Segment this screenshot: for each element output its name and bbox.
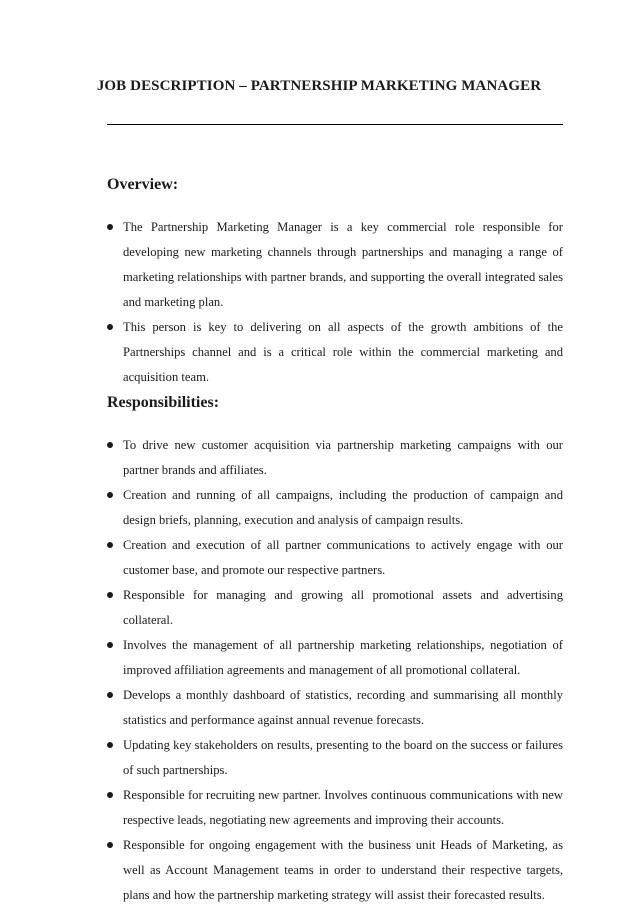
overview-heading: Overview: bbox=[107, 176, 179, 193]
list-item-text: Creation and execution of all partner communications to actively engage with our customer base, and promote our respective partners. bbox=[123, 538, 563, 577]
list-item bbox=[107, 733, 563, 783]
list-item bbox=[107, 483, 563, 533]
responsibilities-list bbox=[107, 433, 563, 908]
bullet-icon bbox=[107, 842, 113, 848]
bullet-icon bbox=[107, 224, 113, 230]
list-item bbox=[107, 315, 563, 390]
responsibilities-heading: Responsibilities: bbox=[107, 394, 220, 411]
bullet-icon bbox=[107, 592, 113, 598]
bullet-icon bbox=[107, 492, 113, 498]
list-item-text: Creation and running of all campaigns, including the production of campaign and design briefs, planning, execution and analysis of campaign results. bbox=[123, 488, 563, 527]
list-item-text: Responsible for recruiting new partner. Involves continuous communications with new respective leads, negotiating new agreements and improving their accounts. bbox=[123, 788, 563, 827]
list-item bbox=[107, 433, 563, 483]
bullet-icon bbox=[107, 442, 113, 448]
bullet-icon bbox=[107, 542, 113, 548]
bullet-icon bbox=[107, 692, 113, 698]
list-item-text: Responsible for ongoing engagement with the business unit Heads of Marketing, as well as Account Management teams in order to understand their respective targets, plans and how the partnership marketing strategy will assist their forecasted results. bbox=[123, 838, 563, 902]
bullet-icon bbox=[107, 324, 113, 330]
list-item bbox=[107, 683, 563, 733]
list-item-text: Responsible for managing and growing all promotional assets and advertising collateral. bbox=[123, 588, 563, 627]
list-item-text: This person is key to delivering on all aspects of the growth ambitions of the Partnerships channel and is a critical role within the commercial marketing and acquisition team. bbox=[123, 320, 563, 384]
list-item-text: The Partnership Marketing Manager is a key commercial role responsible for developing new marketing channels through partnerships and managing a range of marketing relationships with partner brands, and supporting the overall integrated sales and marketing plan. bbox=[123, 220, 563, 309]
list-item bbox=[107, 583, 563, 633]
list-item-text: Involves the management of all partnership marketing relationships, negotiation of improved affiliation agreements and management of all promotional collateral. bbox=[123, 638, 563, 677]
list-item bbox=[107, 533, 563, 583]
list-item bbox=[107, 215, 563, 315]
list-item-text: Updating key stakeholders on results, presenting to the board on the success or failures of such partnerships. bbox=[123, 738, 563, 777]
list-item bbox=[107, 833, 563, 908]
bullet-icon bbox=[107, 792, 113, 798]
list-item bbox=[107, 783, 563, 833]
list-item-text: Develops a monthly dashboard of statistics, recording and summarising all monthly statistics and performance against annual revenue forecasts. bbox=[123, 688, 563, 727]
bullet-icon bbox=[107, 642, 113, 648]
overview-list bbox=[107, 215, 563, 390]
list-item bbox=[107, 633, 563, 683]
bullet-icon bbox=[107, 742, 113, 748]
list-item-text: To drive new customer acquisition via partnership marketing campaigns with our partner brands and affiliates. bbox=[123, 438, 563, 477]
title-divider bbox=[107, 124, 563, 125]
document-title: JOB DESCRIPTION – PARTNERSHIP MARKETING MANAGER bbox=[96, 78, 542, 94]
